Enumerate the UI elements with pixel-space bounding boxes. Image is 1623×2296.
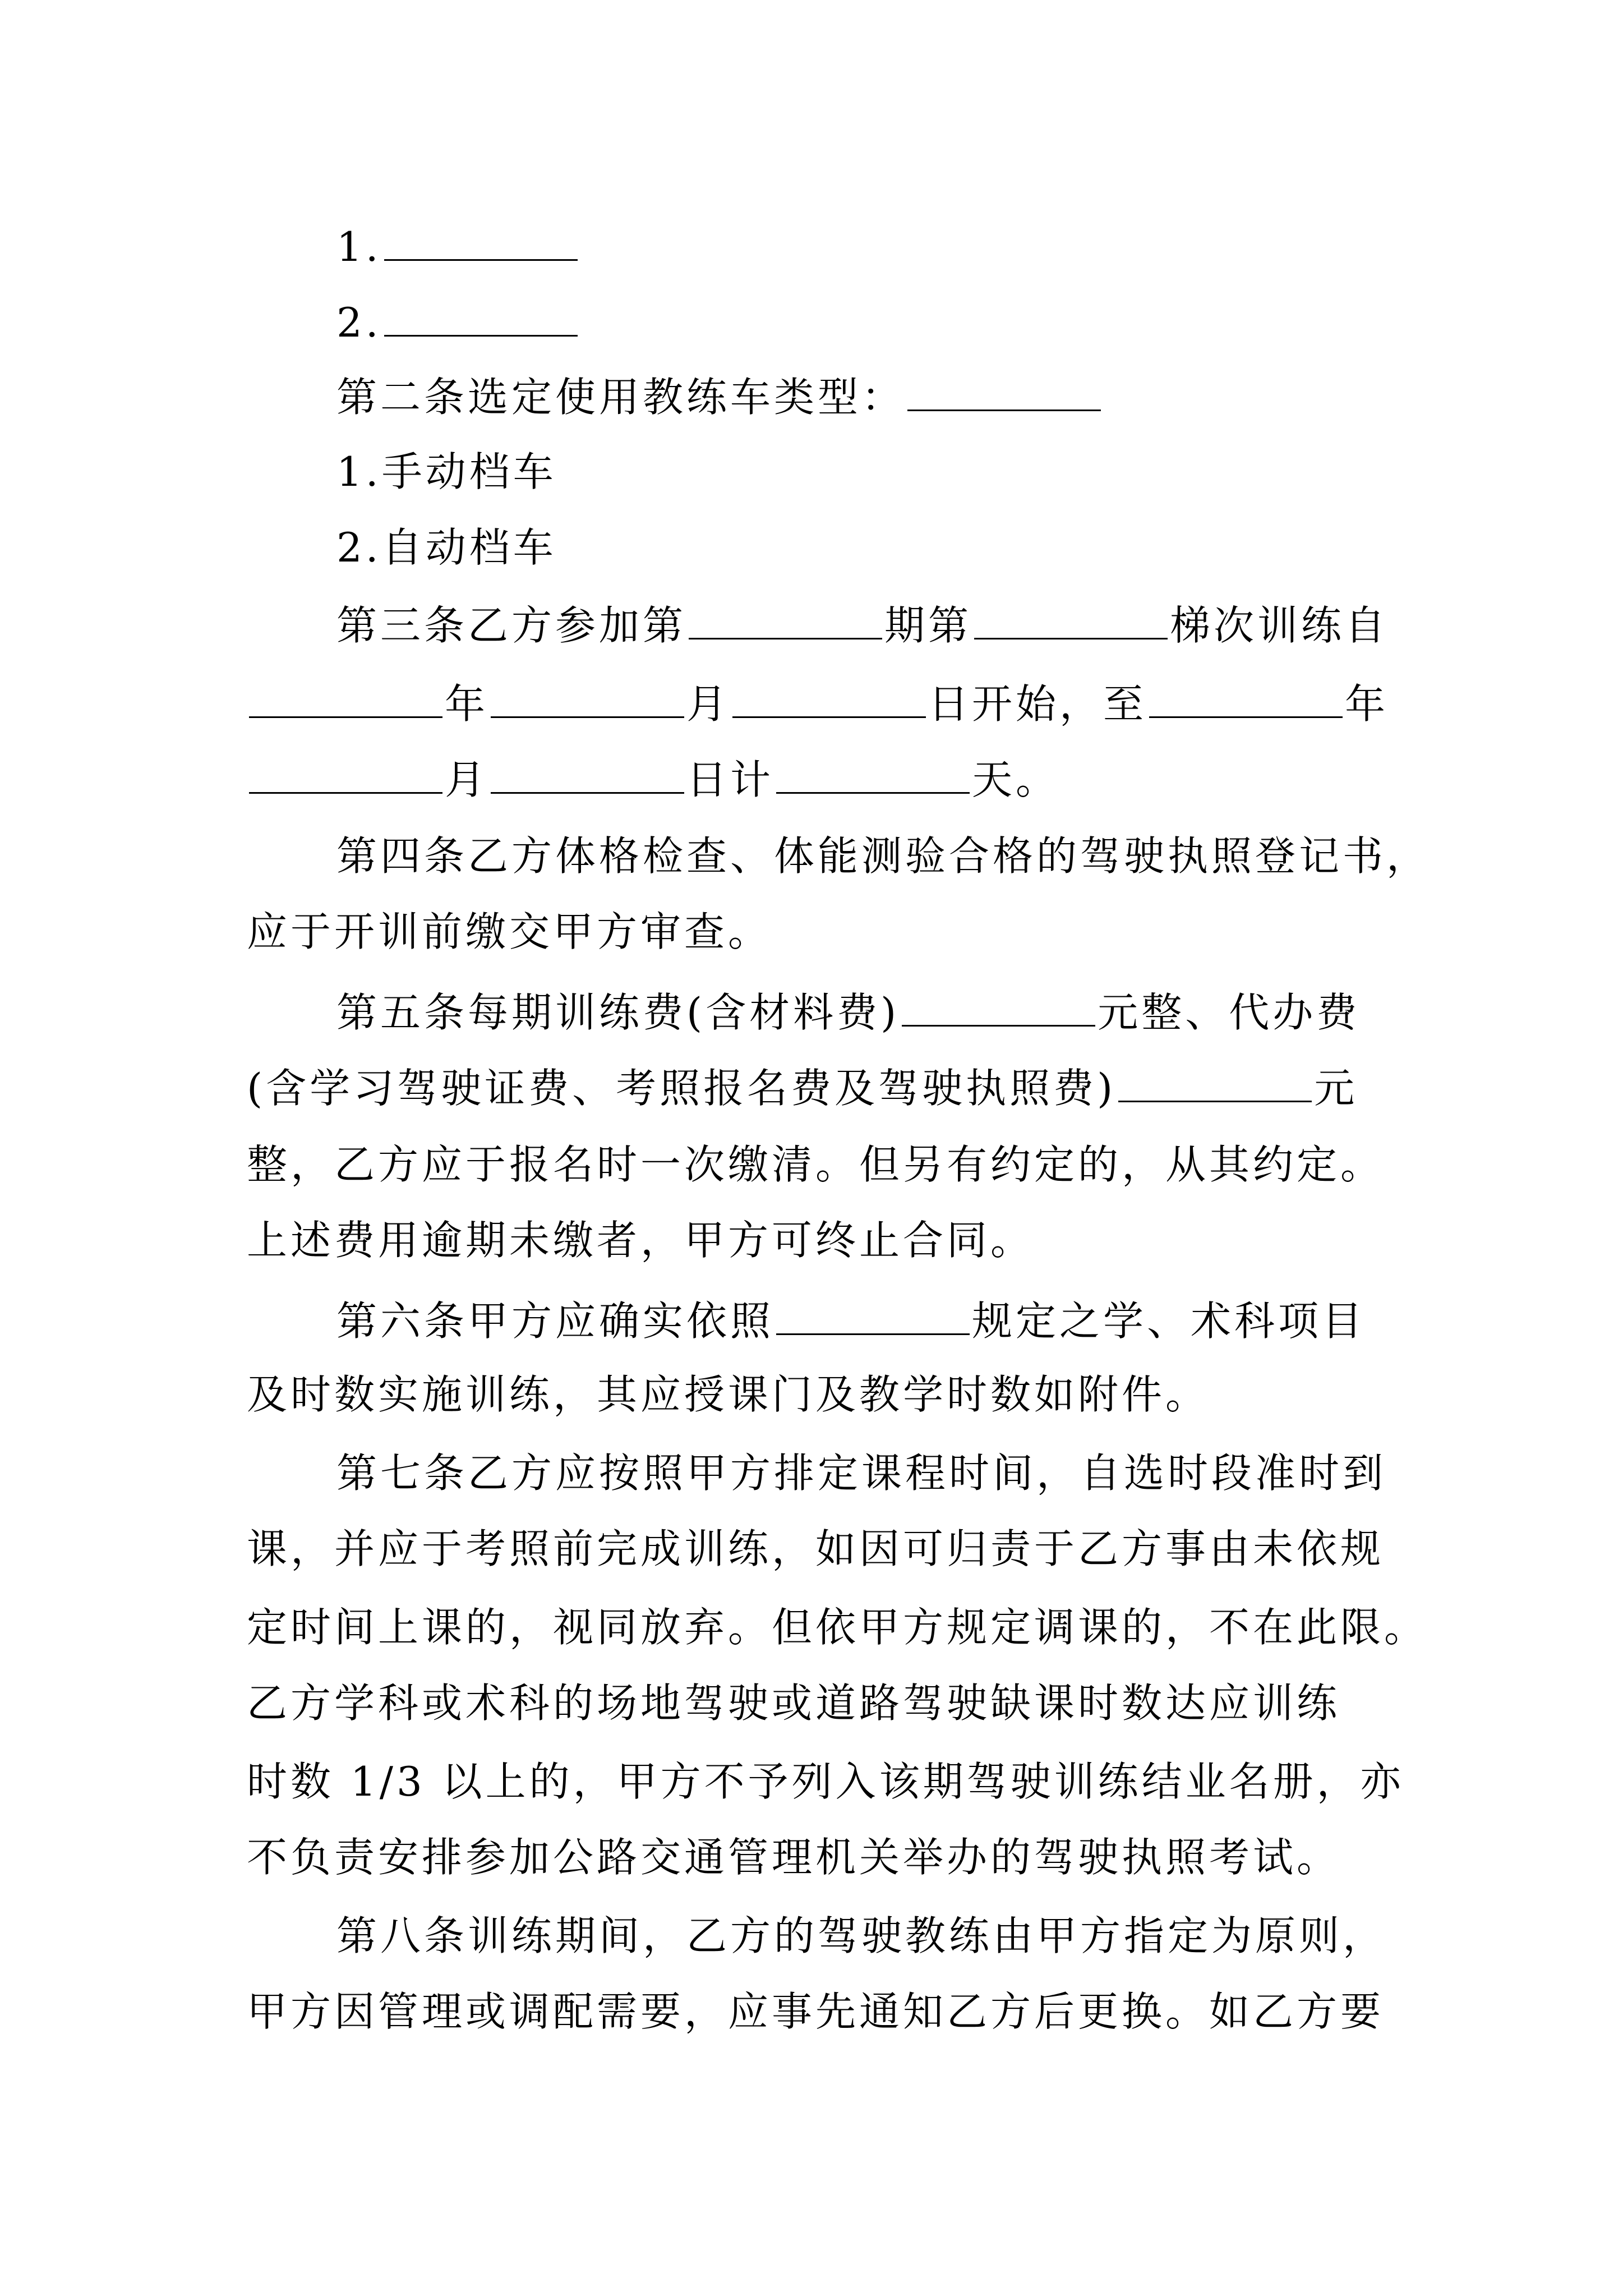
article-5-line-4: [247, 1217, 1396, 1264]
line-text: 应于开训前缴交甲方审查。: [247, 908, 772, 955]
line-text: 年: [445, 680, 489, 728]
line-text: 第七条乙方应按照甲方排定课程时间，自选时段准时到: [336, 1450, 1387, 1497]
article-4-line-2: [247, 908, 1396, 955]
article-7-line-6: [247, 1834, 1396, 1881]
line-text: 元整、代办费: [1098, 989, 1361, 1036]
blank-field: [689, 603, 882, 639]
article-7-line-1: [336, 1450, 1486, 1497]
article-4-line-1: [336, 832, 1431, 880]
line-text: 日开始，至: [928, 680, 1147, 728]
line-text: 1.手动档车: [336, 448, 557, 495]
blank-field: [902, 990, 1095, 1027]
line-text: 2.自动档车: [336, 524, 557, 571]
blank-field: [384, 300, 578, 337]
line-text: 定时间上课的，视同放弃。但依甲方规定调课的，不在此限。: [247, 1604, 1428, 1651]
article-6-line-2: [247, 1371, 1396, 1418]
blank-field: [491, 757, 684, 794]
blank-field: [732, 682, 926, 718]
line-text: 元: [1314, 1065, 1358, 1112]
blank-field: [249, 682, 442, 718]
article-3-line-3: [247, 756, 1396, 803]
blank-field: [491, 682, 684, 718]
line-text: 1.: [336, 223, 382, 270]
line-text: 规定之学、术科项目: [972, 1297, 1366, 1345]
line-text: (含学习驾驶证费、考照报名费及驾驶执照费): [247, 1065, 1117, 1112]
article-5-line-1: [336, 989, 1391, 1036]
line-text: 不负责安排参加公路交通管理机关举办的驾驶执照考试。: [247, 1834, 1341, 1881]
line-text: 第六条甲方应确实依照: [336, 1297, 774, 1345]
line-text: 第二条选定使用教练车类型：: [336, 374, 906, 421]
article-2-option-2: [336, 524, 1486, 571]
article-8-line-2: [247, 1988, 1396, 2035]
line-text: 上述费用逾期未缴者，甲方可终止合同。: [247, 1217, 1035, 1264]
blank-item-1: [336, 223, 1486, 270]
line-text: 月: [445, 756, 489, 803]
blank-field: [1118, 1066, 1312, 1102]
article-5-line-2: [247, 1065, 1396, 1112]
line-text: 甲方因管理或调配需要，应事先通知乙方后更换。如乙方要: [247, 1988, 1385, 2035]
article-7-line-3: [247, 1604, 1428, 1651]
line-text: 月: [686, 680, 731, 728]
article-6-line-1: [336, 1297, 1391, 1345]
line-text: 整，乙方应于报名时一次缴清。但另有约定的，从其约定。: [247, 1141, 1385, 1188]
article-7-line-5: [247, 1758, 1404, 1805]
article-8-line-1: [336, 1912, 1486, 1959]
blank-field: [384, 224, 578, 261]
line-text: 天。: [972, 756, 1060, 803]
article-3-line-2: [247, 680, 1396, 728]
blank-field: [974, 603, 1168, 639]
line-text: 第五条每期训练费(含材料费): [336, 989, 900, 1036]
line-text: 梯次训练自: [1170, 602, 1389, 649]
line-text: 日计: [686, 756, 774, 803]
line-text: 期第: [884, 602, 972, 649]
blank-field: [776, 1299, 970, 1335]
article-2-option-1: [336, 448, 1486, 495]
blank-field: [249, 757, 442, 794]
line-text: 第八条训练期间，乙方的驾驶教练由甲方指定为原则，: [336, 1912, 1387, 1959]
line-text: 课，并应于考照前完成训练，如因可归责于乙方事由未依规: [247, 1525, 1385, 1572]
line-text: 第四条乙方体格检查、体能测验合格的驾驶执照登记书，: [336, 832, 1431, 880]
line-text: 乙方学科或术科的场地驾驶或道路驾驶缺课时数达应训练: [247, 1680, 1341, 1727]
blank-field: [1149, 682, 1343, 718]
line-text: 时数 1/3 以上的，甲方不予列入该期驾驶训练结业名册，亦: [247, 1758, 1404, 1805]
article-3-line-1: [336, 602, 1391, 649]
line-text: 第三条乙方参加第: [336, 602, 687, 649]
article-7-line-4: [247, 1680, 1396, 1727]
line-text: 年: [1345, 680, 1389, 728]
blank-field: [776, 757, 970, 794]
article-5-line-3: [247, 1141, 1396, 1188]
blank-field: [907, 375, 1101, 411]
article-2-heading: [336, 374, 1486, 421]
line-text: 2.: [336, 299, 382, 346]
article-7-line-2: [247, 1525, 1396, 1572]
line-text: 及时数实施训练，其应授课门及教学时数如附件。: [247, 1371, 1210, 1418]
blank-item-2: [336, 299, 1486, 346]
